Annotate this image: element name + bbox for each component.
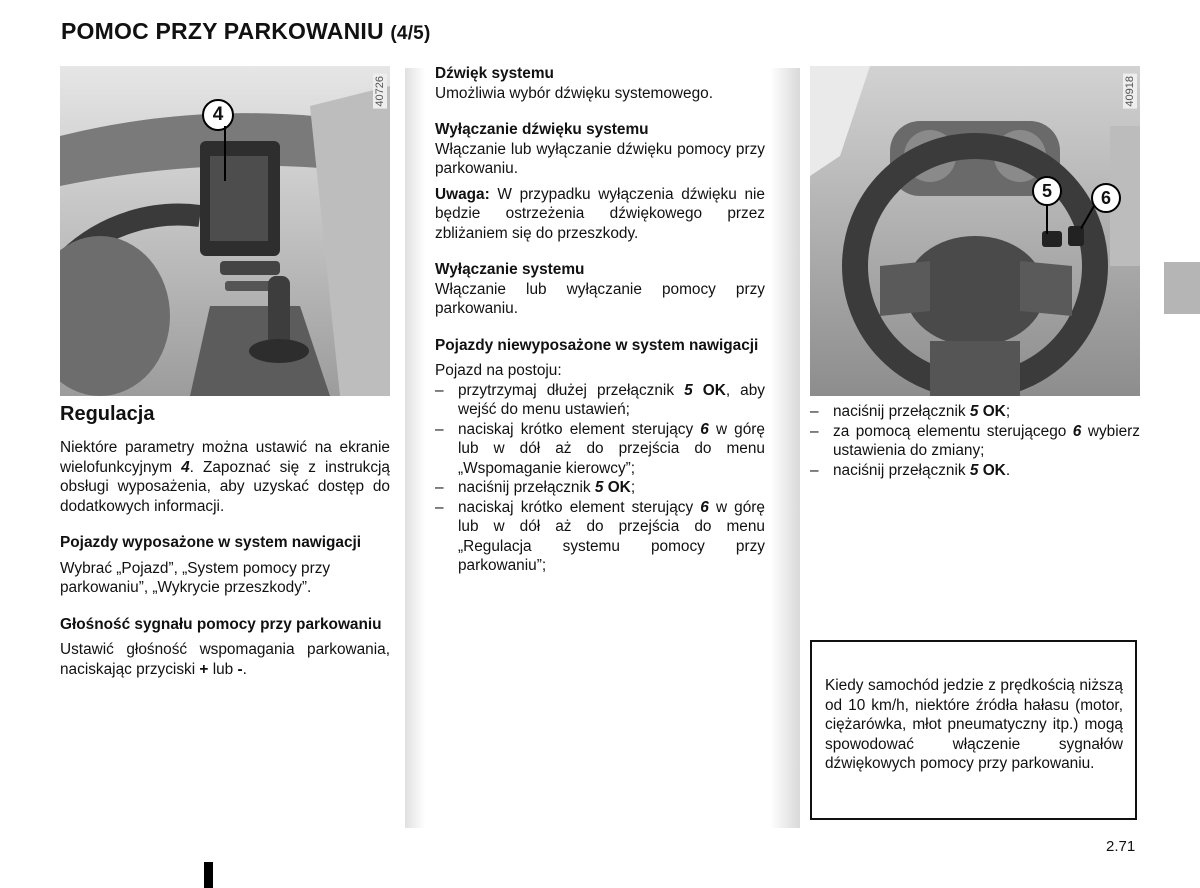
parked-label: Pojazd na postoju:	[435, 362, 562, 379]
dashboard-photo	[60, 66, 390, 396]
volume-heading: Głośność sygnału pomocy przy parkowaniu	[60, 615, 382, 633]
right-column	[810, 402, 1140, 480]
section-heading-regulacja: Regulacja	[60, 403, 155, 425]
title-text: POMOC PRZY PARKOWANIU	[61, 18, 384, 44]
list-item: – naciśnij przełącznik 5 OK.	[810, 461, 1140, 481]
steering-wheel-illustration	[810, 66, 1140, 396]
nonav-heading: Pojazdy niewyposażone w system nawigacji	[435, 336, 759, 354]
sound-text: Umożliwia wybór dźwięku systemowego.	[435, 84, 713, 102]
right-steps	[810, 402, 1140, 480]
list-item: – naciskaj krótko element sterujący 6 w górę lub w dół aż do przejścia do menu „Wspomaganie kierowcy”;	[435, 420, 765, 479]
ref-4: 4	[181, 458, 190, 476]
middle-column	[435, 64, 765, 576]
crop-mark	[204, 862, 213, 888]
image-code: 40918	[1124, 76, 1136, 107]
callout-5: 5	[1032, 176, 1062, 206]
title-part-indicator: (4/5)	[390, 23, 431, 44]
volume-text: Ustawić głośność wspomagania parkowania, naciskając przyciski + lub -.	[60, 641, 390, 678]
column-shadow-left	[405, 68, 425, 828]
list-item: – za pomocą elementu sterującego 6 wybierz ustawienia do zmiany;	[810, 422, 1140, 461]
callout-5-leader	[1046, 204, 1048, 234]
page-title	[61, 18, 430, 45]
off-heading: Wyłączanie systemu	[435, 261, 585, 278]
intro-paragraph: Niektóre parametry można ustawić na ekranie wielofunkcyjnym 4. Zapoznać się z instrukcją obsługi wyposażenia, aby uzyskać dostęp do dodatkowych informacji.	[60, 439, 390, 515]
nav-heading: Pojazdy wyposażone w system nawigacji	[60, 534, 362, 551]
mute-text: Włączanie lub wyłączanie dźwięku pomocy przy parkowaniu.	[435, 140, 765, 177]
note-box: Kiedy samochód jedzie z prędkością niższą od 10 km/h, niektóre źródła hałasu (motor, ciężarówka, młot pneumatyczny itp.) mogą spowodować włączenie sygnałów dźwiękowych pomocy przy parkowaniu.	[810, 640, 1137, 820]
column-shadow-right	[770, 68, 800, 828]
list-item: – przytrzymaj dłużej przełącznik 5 OK, aby wejść do menu ustawień;	[435, 381, 765, 420]
callout-4-leader	[224, 126, 226, 181]
nav-text: Wybrać „Pojazd”, „System pomocy przy parkowaniu”, „Wykrycie przeszkody”.	[60, 559, 331, 596]
middle-steps	[435, 381, 765, 576]
chapter-tab	[1164, 262, 1200, 314]
sound-heading: Dźwięk systemu	[435, 65, 554, 82]
list-item: – naciśnij przełącznik 5 OK;	[435, 478, 765, 498]
off-text: Włączanie lub wyłączanie pomocy przy parkowaniu.	[435, 280, 765, 317]
mute-heading: Wyłączanie dźwięku systemu	[435, 121, 649, 138]
warning-text: Uwaga: W przypadku wyłączenia dźwięku nie będzie ostrzeżenia dźwiękowego przez zbliżaniem się do przeszkody.	[435, 185, 765, 242]
image-code: 40726	[374, 76, 386, 107]
list-item: – naciskaj krótko element sterujący 6 w górę lub w dół aż do przejścia do menu „Regulacja systemu pomocy przy parkowaniu”;	[435, 498, 765, 576]
callout-4: 4	[202, 99, 234, 131]
list-item: – naciśnij przełącznik 5 OK;	[810, 402, 1140, 422]
left-column	[60, 402, 390, 679]
steering-wheel-photo	[810, 66, 1140, 396]
callout-6: 6	[1091, 183, 1121, 213]
page-number: 2.71	[1106, 838, 1136, 855]
